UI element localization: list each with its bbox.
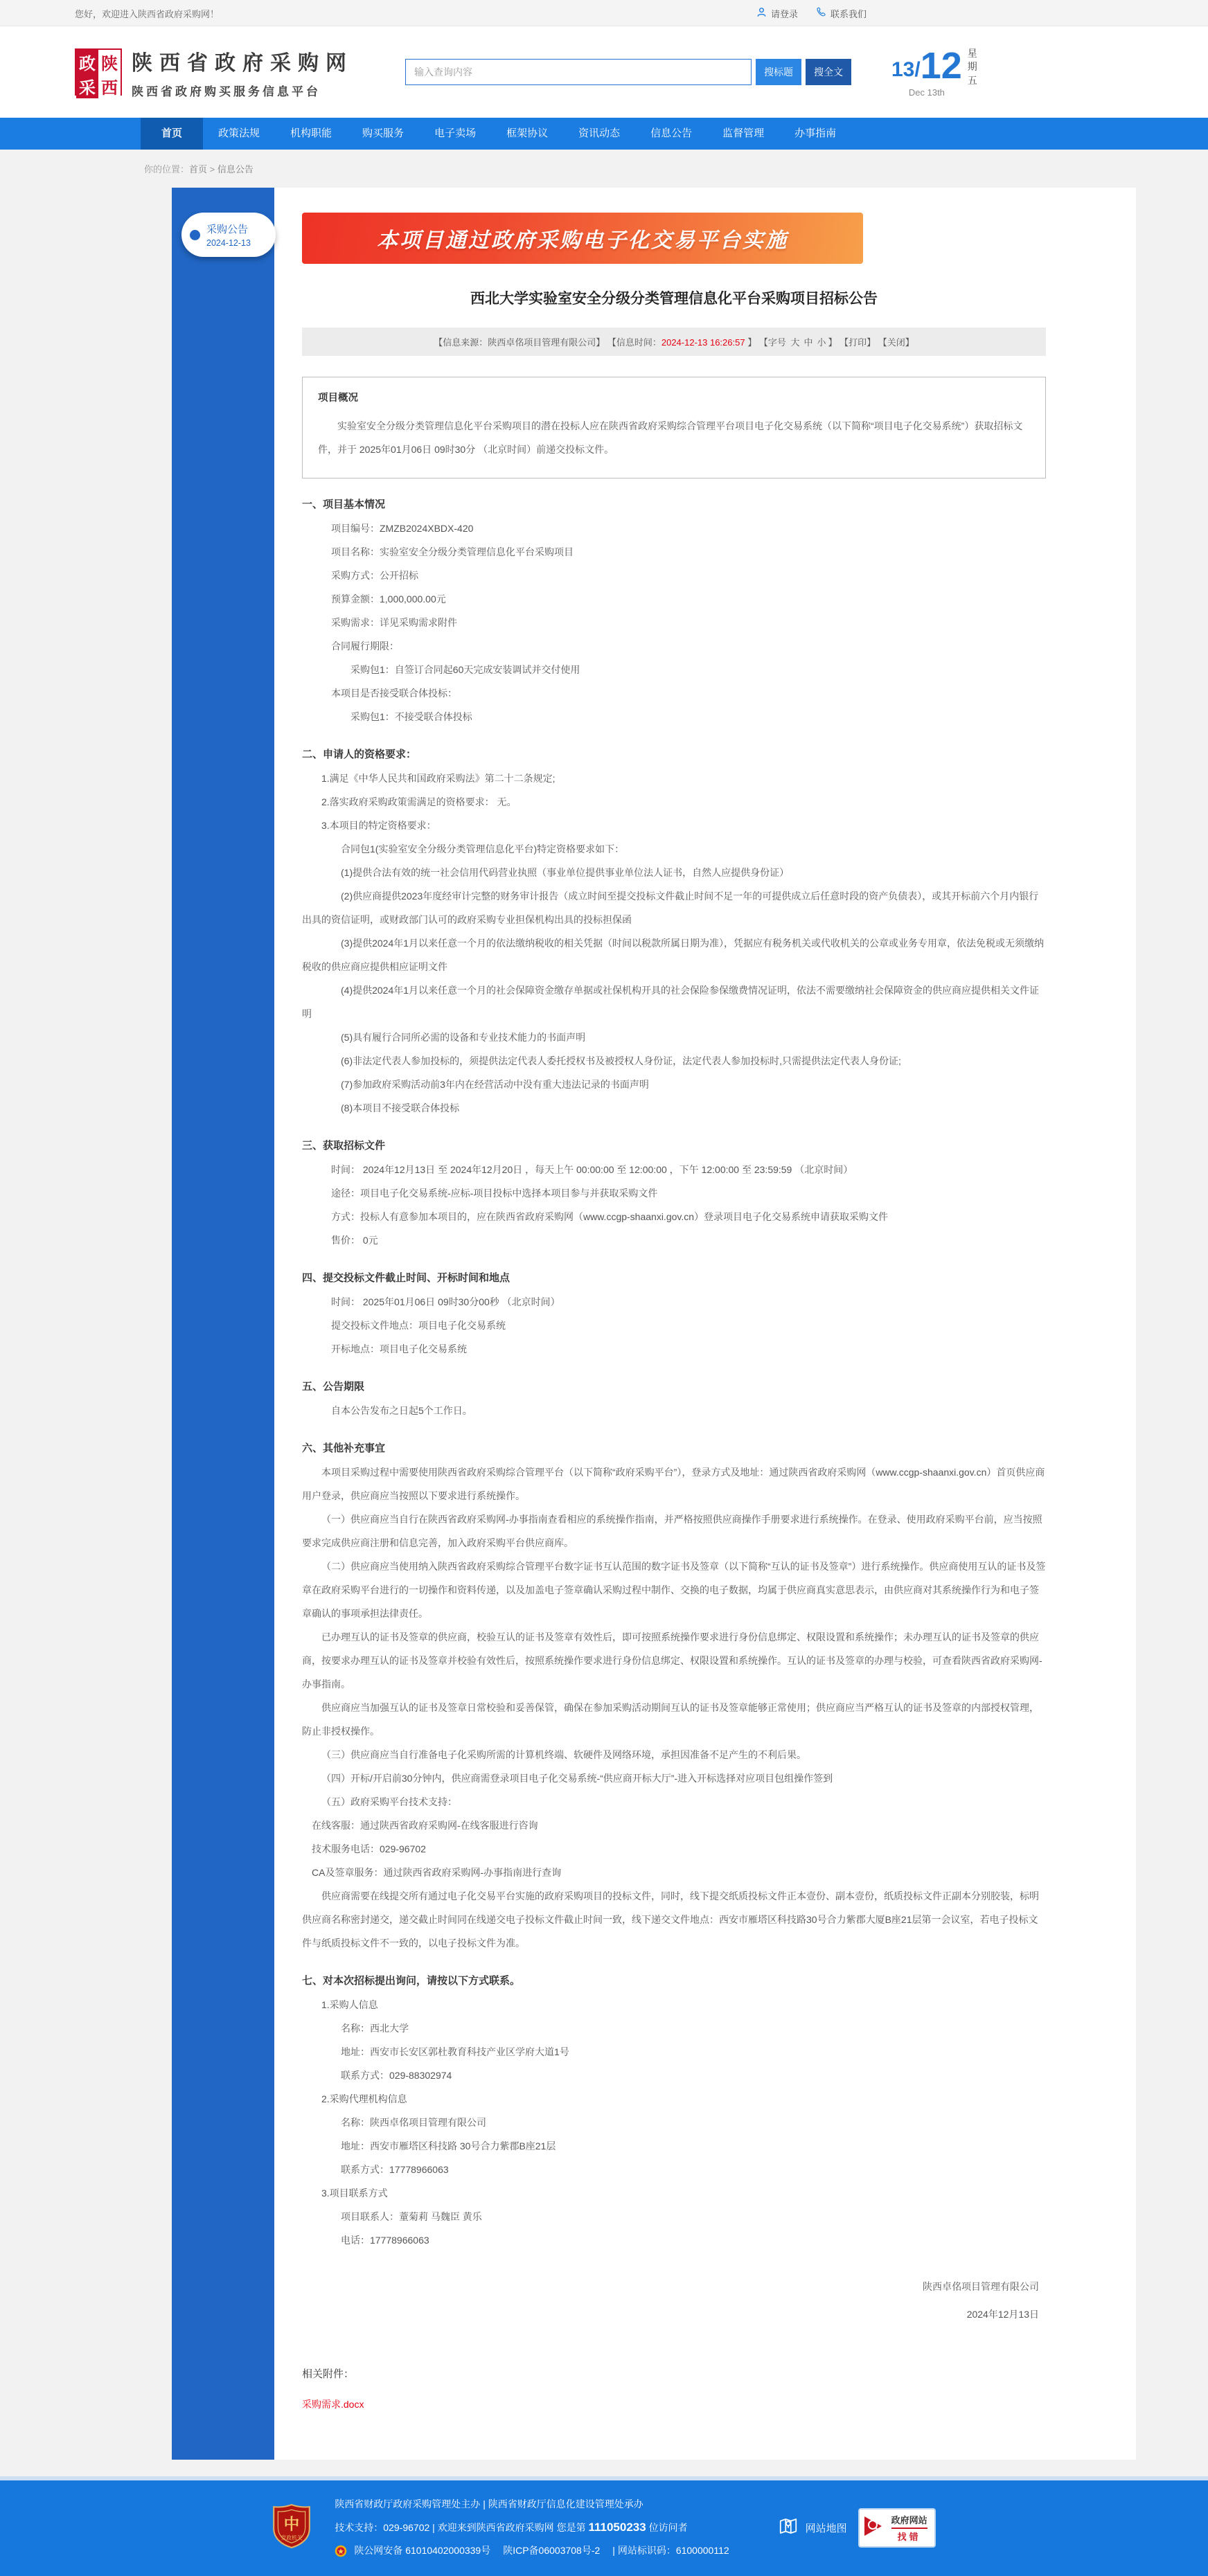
logo-char: 西 xyxy=(98,74,121,98)
section-heading: 二、申请人的资格要求： xyxy=(302,749,417,760)
site-subtitle: 陕西省政府购买服务信息平台 xyxy=(132,84,321,98)
article-section xyxy=(302,746,1046,1120)
section-paragraph: 时间： 2024年12月13日 至 2024年12月20日 ，每天上午 00:00:00 至 12:00:00 ，下午 12:00:00 至 23:59:59 （北京时间） xyxy=(331,1164,853,1175)
section-paragraph: 售价： 0元 xyxy=(331,1235,378,1246)
section-paragraph: (6)非法定代表人参加投标的，须提供法定代表人委托授权书及被授权人身份证，法定代表人参加投标时,只需提供法定代表人身份证; xyxy=(341,1055,901,1066)
section-paragraph: (8)本项目不接受联合体投标 xyxy=(341,1102,460,1113)
article-section xyxy=(302,1138,1046,1252)
section-paragraph: 自本公告发布之日起5个工作日。 xyxy=(331,1405,472,1416)
topbar xyxy=(0,0,1208,26)
section-paragraph: 3.本项目的特定资格要求： xyxy=(321,820,436,831)
section-paragraph: 开标地点：项目电子化交易系统 xyxy=(331,1343,467,1354)
attachments-heading: 相关附件： xyxy=(302,2368,355,2380)
contact-link[interactable] xyxy=(816,7,867,20)
section-paragraph: 供应商需要在线提交所有通过电子化交易平台实施的政府采购项目的投标文件，同时，线下提交纸质投标文件正本壹份、副本壹份，纸质投标文件正副本分别胶装，标明供应商名称密封递交，递交截止时间同在线递交电子投标文件截止时间一致，线下递交文件地点：西安市雁塔区科技路30号合力紫郡大厦B座21层第一会议室，若电子投标文件与纸质投标文件不一致的，以电子投标文件为准。 xyxy=(302,1890,1039,1949)
attachment-link[interactable]: 采购需求.docx xyxy=(302,2399,364,2410)
overview-text: 实验室安全分级分类管理信息化平台采购项目的潜在投标人应在陕西省政府采购综合管理平台项目电子化交易系统（以下简称“项目电子化交易系统”）获取招标文件，并于 2025年01月06日 09时30分 （北京时间）前递交投标文件。 xyxy=(318,420,1023,455)
login-label: 请登录 xyxy=(770,8,798,19)
section-paragraph: 采购方式：公开招标 xyxy=(331,570,418,581)
date-weekday: 星 期 五 xyxy=(967,47,977,86)
section-paragraph: 采购需求：详见采购需求附件 xyxy=(331,617,457,628)
breadcrumb-home[interactable]: 首页 xyxy=(189,164,208,175)
login-link[interactable] xyxy=(756,7,798,20)
sitemap-link[interactable] xyxy=(778,2516,847,2539)
section-paragraph: 时间： 2025年01月06日 09时30分00秒 （北京时间） xyxy=(331,1296,560,1307)
government-emblem-icon xyxy=(272,2504,311,2552)
nav-item-政策法规[interactable]: 政策法规 xyxy=(218,127,260,139)
site-code: | 网站标识码：6100000112 xyxy=(612,2545,729,2556)
sidebar-category-label: 采购公告 xyxy=(206,224,249,235)
section-paragraph: CA及签章服务：通过陕西省政府采购网-办事指南进行查询 xyxy=(312,1867,562,1878)
section-paragraph: 本项目采购过程中需要使用陕西省政府采购综合管理平台（以下简称“政府采购平台”），登录方式及地址：通过陕西省政府采购网（www.ccgp-shaanxi.gov.cn）首页供应商用户登录，供应商应当按照以下要求进行系统操作。 xyxy=(302,1467,1045,1501)
article-section xyxy=(302,1379,1046,1422)
nav-item-机构职能[interactable]: 机构职能 xyxy=(290,127,332,139)
signature-block xyxy=(302,2273,1046,2328)
info-time-close: 】 xyxy=(745,337,757,348)
section-paragraph: (7)参加政府采购活动前3年内在经营活动中没有重大违法记录的书面声明 xyxy=(341,1079,649,1090)
header xyxy=(0,26,1208,118)
font-size-option-小[interactable]: 小 xyxy=(817,337,826,348)
page-title: 西北大学实验室安全分级分类管理信息化平台采购项目招标公告 xyxy=(470,291,878,307)
article-section xyxy=(302,1440,1046,1955)
e-trading-banner[interactable] xyxy=(302,213,863,264)
breadcrumb-separator: > xyxy=(207,164,217,175)
nav-item-购买服务[interactable]: 购买服务 xyxy=(362,127,405,139)
signature-company: 陕西卓佲项目管理有限公司 xyxy=(923,2281,1039,2292)
date-month: 12 xyxy=(920,44,962,87)
font-size-option-中[interactable]: 中 xyxy=(803,337,813,348)
nav-items xyxy=(75,118,1133,150)
icp-number[interactable]: 陕ICP备06003708号-2 xyxy=(503,2545,601,2556)
section-paragraph: 地址：西安市雁塔区科技路 30号合力紫郡B座21层 xyxy=(341,2140,556,2152)
font-size-close: 】 xyxy=(828,337,837,348)
article-meta-bar xyxy=(302,328,1046,356)
section-heading: 七、对本次招标提出询问，请按以下方式联系。 xyxy=(302,1975,521,1987)
project-overview-box xyxy=(302,377,1046,478)
section-paragraph: (3)提供2024年1月以来任意一个月的依法缴纳税收的相关凭据（时间以税款所属日期为准），凭据应有税务机关或代收机关的公章或业务专用章，依法免税或无须缴纳税收的供应商应提供相应证明文件 xyxy=(302,938,1045,972)
section-paragraph: (5)具有履行合同所必需的设备和专业技术能力的书面声明 xyxy=(341,1032,586,1043)
section-paragraph: 采购包1：不接受联合体投标 xyxy=(350,711,472,722)
section-paragraph: (4)提供2024年1月以来任意一个月的社会保障资金缴存单据或社保机构开具的社会保险参保缴费情况证明，依法不需要缴纳社会保障资金的供应商应提供相关文件证明 xyxy=(302,985,1040,1019)
gov-site-error-report-badge[interactable] xyxy=(858,2508,936,2548)
breadcrumb xyxy=(75,150,1133,185)
attachment-files xyxy=(302,2381,1046,2411)
section-paragraph: 提交投标文件地点：项目电子化交易系统 xyxy=(331,1320,506,1331)
search-input[interactable] xyxy=(405,59,752,85)
nav-item-监督管理[interactable]: 监督管理 xyxy=(722,127,765,139)
section-paragraph: （一）供应商应当自行在陕西省政府采购网-办事指南查看相应的系统操作指南，并严格按照供应商操作手册要求进行系统操作。在登录、使用政府采购平台前，应当按照要求完成供应商注册和信息完善，加入政府采购平台供应商库。 xyxy=(302,1514,1042,1548)
footer xyxy=(0,2476,1208,2576)
article-section xyxy=(302,497,1046,728)
section-paragraph: 技术服务电话：029-96702 xyxy=(312,1843,426,1854)
section-paragraph: (1)提供合法有效的统一社会信用代码营业执照（事业单位提供事业单位法人证书，自然人应提供身份证） xyxy=(341,867,790,878)
phone-icon xyxy=(816,7,826,19)
search-title-button[interactable]: 搜标题 xyxy=(756,59,801,85)
sitemap-label: 网站地图 xyxy=(805,2522,847,2534)
map-icon xyxy=(778,2516,799,2539)
date-widget xyxy=(891,44,977,98)
site-name: 陕西省政府采购网 xyxy=(132,51,353,75)
nav-item-资讯动态[interactable]: 资讯动态 xyxy=(578,127,621,139)
visitor-count: 111050233 xyxy=(588,2521,646,2534)
section-paragraph: （五）政府采购平台技术支持： xyxy=(321,1796,457,1807)
section-paragraph: 采购包1：自签订合同起60天完成安装调试并交付使用 xyxy=(350,664,580,675)
section-paragraph: 电话：17778966063 xyxy=(341,2235,429,2246)
section-paragraph: 已办理互认的证书及签章的供应商，校验互认的证书及签章有效性后，即可按照系统操作要求进行身份信息绑定、权限设置和系统操作；未办理互认的证书及签章的供应商，按要求办理互认的证书及签章并校验有效性后，按照系统操作要求进行身份信息绑定、权限设置和系统操作。互认的证书及签章的办理与校验，可查看陕西省政府采购网-办事指南。 xyxy=(302,1631,1042,1690)
font-size-open: 【字号 xyxy=(758,337,789,348)
close-button[interactable]: 【关闭】 xyxy=(878,337,914,348)
section-paragraph: 项目编号：ZMZB2024XBDX-420 xyxy=(331,523,474,534)
sidebar-item-procurement-notice[interactable] xyxy=(181,213,276,257)
section-paragraph: 名称：西北大学 xyxy=(341,2023,409,2034)
section-paragraph: 供应商应当加强互认的证书及签章日常校验和妥善保管，确保在参加采购活动期间互认的证书及签章能够正常使用；供应商应当严格互认的证书及签章的内部授权管理，防止非授权操作。 xyxy=(302,1702,1039,1737)
footer-support-line: 技术支持：029-96702 | 欢迎来到陕西省政府采购网 您是第 111050233 位访问者 xyxy=(335,2521,688,2534)
bullet-dot-icon xyxy=(190,230,200,240)
logo-char: 政 xyxy=(76,50,98,74)
search-fulltext-button[interactable]: 搜全文 xyxy=(806,59,851,85)
section-paragraph: 合同履行期限： xyxy=(331,641,399,652)
welcome-text: 您好，欢迎进入陕西省政府采购网！ xyxy=(75,8,220,19)
section-paragraph: 联系方式：029-88302974 xyxy=(341,2070,452,2081)
footer-organizer-line: 陕西省财政厅政府采购管理处主办 | 陕西省财政厅信息化建设管理处承办 xyxy=(335,2498,643,2510)
signature-date: 2024年12月13日 xyxy=(966,2309,1039,2320)
info-time-open: 【信息时间： xyxy=(607,337,661,348)
section-heading: 六、其他补充事宜 xyxy=(302,1442,386,1454)
section-paragraph: （三）供应商应当自行准备电子化采购所需的计算机终端、软硬件及网络环境，承担因准备不足产生的不利后果。 xyxy=(321,1749,806,1760)
date-day: 13/ xyxy=(891,57,921,81)
overview-heading: 项目概况 xyxy=(318,393,358,404)
section-heading: 四、提交投标文件截止时间、开标时间和地点 xyxy=(302,1272,510,1284)
section-paragraph: （四）开标/开启前30分钟内，供应商需登录项目电子化交易系统-“供应商开标大厅”-进入开标选择对应项目包组操作签到 xyxy=(321,1773,833,1784)
badge-line1: 政府网站 xyxy=(891,2514,927,2525)
article xyxy=(274,188,1136,2460)
main-nav xyxy=(0,118,1208,150)
section-paragraph: 途径：项目电子化交易系统-应标-项目投标中选择本项目参与并获取采购文件 xyxy=(331,1188,658,1199)
police-badge-icon xyxy=(335,2545,347,2557)
contact-label: 联系我们 xyxy=(830,8,867,19)
section-paragraph: 2.落实政府采购政策需满足的资格要求： 无。 xyxy=(321,796,517,807)
section-paragraph: 2.采购代理机构信息 xyxy=(321,2093,407,2104)
breadcrumb-prefix: 你的位置： xyxy=(144,164,190,175)
nav-item-办事指南[interactable]: 办事指南 xyxy=(794,127,837,139)
logo-char: 采 xyxy=(76,74,98,98)
content-area xyxy=(172,188,1136,2460)
section-paragraph: 预算金额：1,000,000.00元 xyxy=(331,593,446,605)
section-paragraph: 3.项目联系方式 xyxy=(321,2188,388,2199)
section-paragraph: 项目联系人：蕫菊莉 马魏臣 黄乐 xyxy=(341,2211,482,2222)
font-size-option-大[interactable]: 大 xyxy=(790,337,800,348)
article-section xyxy=(302,1270,1046,1361)
section-paragraph: 方式：投标人有意参加本项目的，应在陕西省政府采购网（www.ccgp-shaanxi.gov.cn）登录项目电子化交易系统申请获取采购文件 xyxy=(331,1211,889,1222)
site-logo[interactable] xyxy=(75,48,122,96)
nav-item-电子卖场[interactable]: 电子卖场 xyxy=(434,127,477,139)
section-heading: 一、项目基本情况 xyxy=(302,499,386,510)
badge-line2: 找错 xyxy=(891,2528,927,2543)
nav-item-首页[interactable]: 首页 xyxy=(141,118,203,150)
section-paragraph: 本项目是否接受联合体投标： xyxy=(331,688,457,699)
error-finder-icon xyxy=(864,2516,887,2540)
section-heading: 五、公告期限 xyxy=(302,1381,365,1393)
section-paragraph: （二）供应商应当使用纳入陕西省政府采购综合管理平台数字证书互认范围的数字证书及签章（以下简称“互认的证书及签章”）进行系统操作。供应商使用互认的证书及签章在政府采购平台进行的一切操作和资料传递，以及加盖电子签章确认采购过程中制作、交换的电子数据，均属于供应商真实意思表示，由供应商对其系统操作行为和电子签章确认的事项承担法律责任。 xyxy=(302,1561,1046,1619)
section-paragraph: 联系方式：17778966063 xyxy=(341,2164,449,2175)
article-section xyxy=(302,1973,1046,2252)
section-paragraph: 1.采购人信息 xyxy=(321,1999,378,2010)
breadcrumb-current[interactable]: 信息公告 xyxy=(217,164,254,175)
font-size-options xyxy=(788,337,828,348)
section-paragraph: 1.满足《中华人民共和国政府采购法》第二十二条规定; xyxy=(321,773,556,784)
logo-char: 陕 xyxy=(98,50,121,74)
section-paragraph: 名称：陕西卓佲项目管理有限公司 xyxy=(341,2117,486,2128)
article-sections xyxy=(302,497,1046,2252)
search-box xyxy=(405,59,851,85)
sidebar-date: 2024-12-13 xyxy=(206,238,251,248)
svg-text:中: 中 xyxy=(283,2514,300,2533)
section-paragraph: 项目名称：实验室安全分级分类管理信息化平台采购项目 xyxy=(331,546,574,557)
section-heading: 三、获取招标文件 xyxy=(302,1140,386,1152)
user-icon xyxy=(756,7,767,19)
info-time: 2024-12-13 16:26:57 xyxy=(661,337,745,348)
sidebar xyxy=(172,188,274,2460)
info-source: 【信息来源：陕西卓佲项目管理有限公司】 xyxy=(434,337,605,348)
beian-number[interactable]: 陕公网安备 61010402000339号 xyxy=(354,2545,491,2556)
print-button[interactable]: 【打印】 xyxy=(840,337,876,348)
section-paragraph: 合同包1(实验室安全分级分类管理信息化平台)特定资格要求如下： xyxy=(341,843,625,855)
section-paragraph: 在线客服：通过陕西省政府采购网-在线客服进行咨询 xyxy=(312,1820,538,1831)
nav-item-框架协议[interactable]: 框架协议 xyxy=(506,127,549,139)
section-paragraph: (2)供应商提供2023年度经审计完整的财务审计报告（成立时间至提交投标文件截止时间不足一年的可提供成立后任意时段的资产负债表），或其开标前六个月内银行出具的资信证明，或财政部门认可的政府采购专业担保机构出具的投标担保函 xyxy=(302,891,1039,925)
banner-text: 本项目通过政府采购电子化交易平台实施 xyxy=(377,229,788,252)
section-paragraph: 地址：西安市长安区郭杜教育科技产业区学府大道1号 xyxy=(341,2046,569,2057)
date-english: Dec 13th xyxy=(908,87,945,98)
svg-text:党政机关: 党政机关 xyxy=(281,2534,303,2541)
attachments xyxy=(302,2366,1046,2411)
nav-item-信息公告[interactable]: 信息公告 xyxy=(650,127,693,139)
